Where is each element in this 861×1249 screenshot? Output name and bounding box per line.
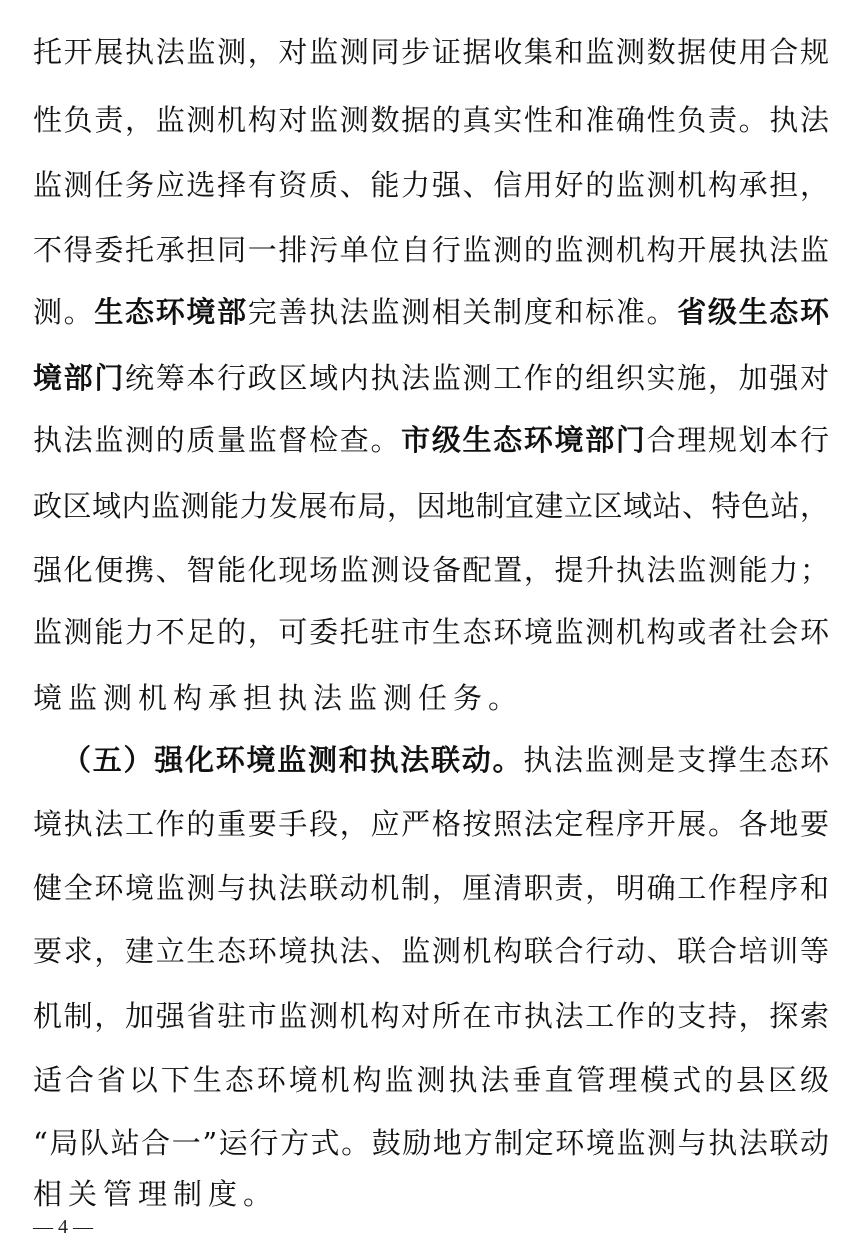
text-line: 境执法工作的重要手段，应严格按照法定程序开展。各地要 <box>33 807 829 841</box>
text-line: 要求，建立生态环境执法、监测机构联合行动、联合培训等 <box>33 934 829 968</box>
text-line <box>33 356 829 400</box>
text-line: 机制，加强省驻市监测机构对所在市执法工作的支持，探索 <box>33 999 829 1033</box>
bold-term-provincial: 省级生态环 <box>677 295 829 329</box>
text-line <box>33 290 829 334</box>
text-line: 健全环境监测与执法联动机制，厘清职责，明确工作程序和 <box>33 871 829 905</box>
text-line: 强化便携、智能化现场监测设备配置，提升执法监测能力； <box>33 553 829 587</box>
text-line: 托开展执法监测，对监测同步证据收集和监测数据使用合规 <box>33 35 829 69</box>
text-run: 执法监测的质量监督检查。 <box>33 423 402 457</box>
text-run: 统筹本行政区域内执法监测工作的组织实施，加强对 <box>125 361 829 395</box>
text-line: 相关管理制度。 <box>33 1177 279 1211</box>
text-line: “局队站合一”运行方式。鼓励地方制定环境监测与执法联动 <box>33 1126 829 1160</box>
text-line: 适合省以下生态环境机构监测执法垂直管理模式的县区级 <box>33 1063 829 1097</box>
bold-term-provincial-cont: 境部门 <box>33 361 126 395</box>
bold-term-municipal: 市级生态环境部门 <box>401 423 647 457</box>
text-run: 测。 <box>33 295 95 329</box>
text-line: 监测能力不足的，可委托驻市生态环境监测机构或者社会环 <box>33 615 829 649</box>
text-line: 监测任务应选择有资质、能力强、信用好的监测机构承担， <box>33 168 829 202</box>
bold-term-ministry: 生态环境部 <box>94 295 248 329</box>
text-line: 境监测机构承担执法监测任务。 <box>33 681 524 715</box>
text-line: 政区域内监测能力发展布局，因地制宜建立区域站、特色站， <box>33 489 829 523</box>
page-number: — 4 — <box>33 1216 93 1238</box>
text-line: 性负责，监测机构对监测数据的真实性和准确性负责。执法 <box>33 103 829 137</box>
text-run: 执法监测是支撑生态环 <box>523 743 829 777</box>
text-line <box>33 418 829 462</box>
section-heading-line <box>62 738 829 782</box>
section-heading: （五）强化环境监测和执法联动。 <box>62 743 524 777</box>
text-run: 合理规划本行 <box>646 423 829 457</box>
text-run: 完善执法监测相关制度和标准。 <box>247 295 678 329</box>
text-line: 不得委托承担同一排污单位自行监测的监测机构开展执法监 <box>33 233 829 267</box>
